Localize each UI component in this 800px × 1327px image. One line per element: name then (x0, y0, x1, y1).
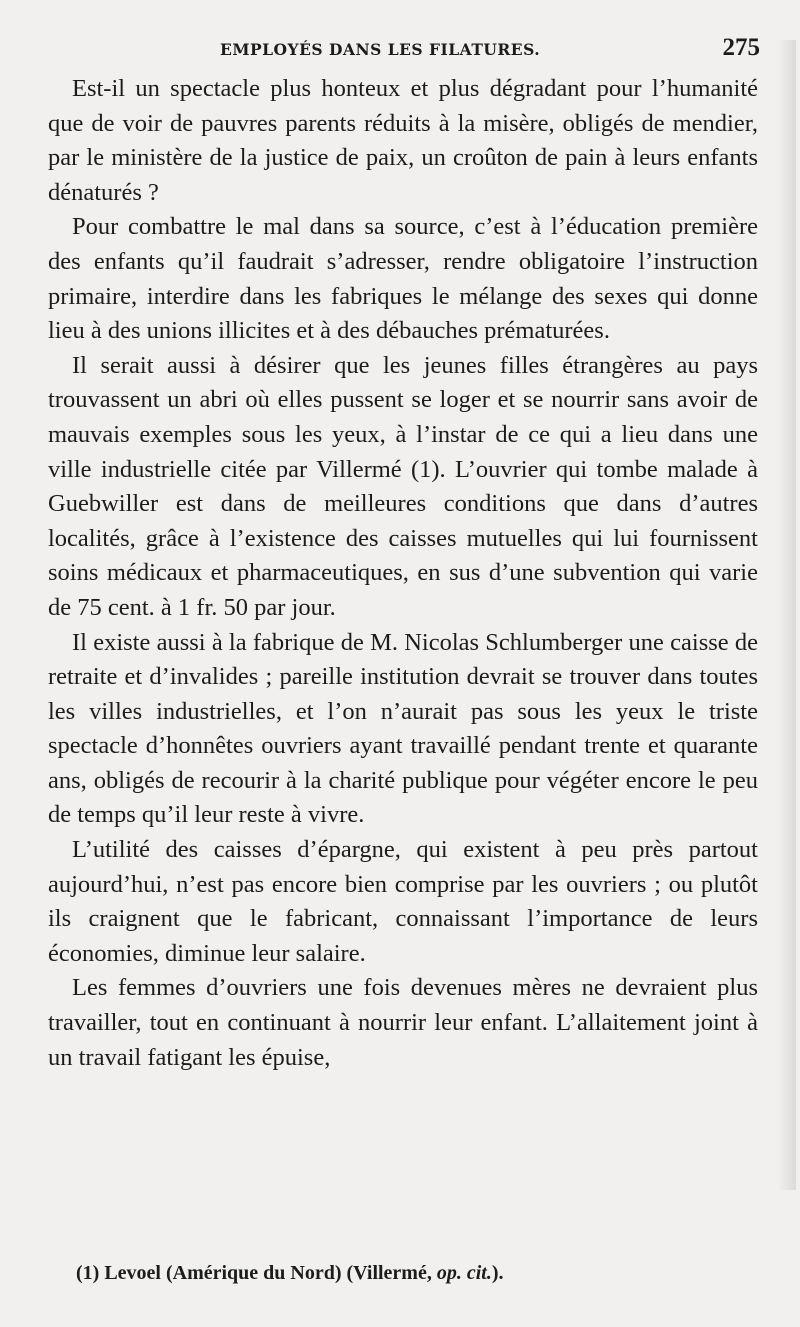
footnote-citation: op. cit. (436, 1262, 492, 1284)
page-edge-shadow (778, 40, 796, 1190)
footnote (76, 1262, 716, 1285)
paragraph: Il existe aussi à la fabrique de M. Nicolas Schlumberger une caisse de retraite et d’invalides ; pareille institution devrait se trouver dans toutes les villes industrielles, et l’on n’aurait pas sous les yeux le triste spectacle d’honnêtes ouvriers ayant travaillé pendant trente et quarante ans, obligés de recourir à la charité publique pour végéter encore le peu de temps qu’il leur reste à vivre. (48, 628, 758, 829)
page-header (40, 34, 760, 70)
footnote-end: ). (491, 1262, 504, 1284)
paragraph: L’utilité des caisses d’épargne, qui existent à peu près partout aujourd’hui, n’est pas encore bien comprise par les ouvriers ; ou plutôt ils craignent que le fabricant, connaissant l’importance de leurs économies, diminue leur salaire. (48, 836, 758, 967)
running-title: EMPLOYÉS DANS LES FILATURES. (220, 40, 541, 59)
paragraph: Est-il un spectacle plus honteux et plus dégradant pour l’humanité que de voir de pauvres parents réduits à la misère, obligés de mendier, par le ministère de la justice de paix, un croûton de pain à leurs enfants dénaturés ? (48, 75, 758, 206)
paragraph: Pour combattre le mal dans sa source, c’est à l’éducation première des enfants qu’il faudrait s’adresser, rendre obligatoire l’instruction primaire, interdire dans les fabriques le mélange des sexes qui donne lieu à des unions illicites et à des débauches prématurées. (48, 213, 758, 345)
paragraph: Les femmes d’ouvriers une fois devenues mères ne devraient plus travailler, tout en continuant à nourrir leur enfant. L’allaitement joint à un travail fatigant les épuise, (48, 974, 758, 1071)
paragraph: Il serait aussi à désirer que les jeunes filles étrangères au pays trouvassent un abri où elles pussent se loger et se nourrir sans avoir de mauvais exemples sous les yeux, à l’instar de ce qui a lieu dans une ville industrielle citée par Villermé (1). L’ouvrier qui tombe malade à Guebwiller est dans de meilleures conditions que dans d’autres localités, grâce à l’existence des caisses mutuelles qui lui fournissent soins médicaux et pharmaceutiques, en sus d’une subvention qui varie de 75 cent. à 1 fr. 50 par jour. (48, 351, 758, 621)
footnote-text: Levoel (Amérique du Nord) (Villermé, (104, 1262, 432, 1284)
footnote-marker: (1) (76, 1262, 100, 1284)
page-number: 275 (722, 34, 760, 61)
bleed-through-text (210, 6, 590, 28)
body-text (48, 72, 758, 1075)
